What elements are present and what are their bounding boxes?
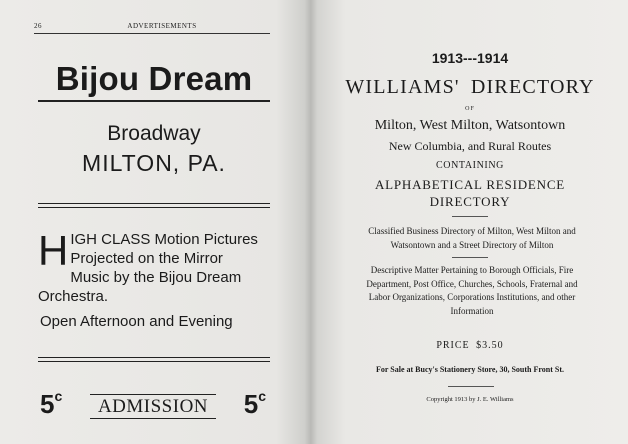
- hours-text: Open Afternoon and Evening: [40, 313, 233, 330]
- ad-body: [38, 227, 278, 306]
- page-number: 26: [34, 22, 42, 30]
- divider-double-rule: [38, 357, 270, 362]
- towns-text: Milton, West Milton, Watsontown: [374, 118, 566, 133]
- alphabetical-heading: [312, 176, 628, 210]
- running-header: [34, 22, 270, 30]
- price-right-cents: c: [258, 388, 266, 404]
- header-rule: [34, 33, 270, 34]
- for-sale-text: For Sale at Bucy's Stationery Store, 30, South Front St.: [375, 365, 564, 374]
- ad-line: Projected on the Mirror: [70, 250, 223, 267]
- ad-line: Orchestra.: [38, 288, 109, 305]
- right-page: [312, 0, 628, 444]
- left-page: [0, 0, 300, 444]
- title-rule: [38, 100, 270, 102]
- directory-title: WILLIAMS' DIRECTORY: [345, 76, 595, 98]
- price-text: PRICE $3.50: [436, 340, 504, 351]
- containing-text: CONTAINING: [436, 160, 504, 171]
- classified-text: Classified Business Directory of Milton, West Milton and Watsontown and a Street Directory of Milton: [368, 226, 576, 250]
- drop-cap: H: [38, 227, 69, 274]
- admission-row: [38, 388, 270, 424]
- price-left-cents: c: [54, 388, 63, 404]
- price-right-value: 5: [243, 389, 259, 419]
- short-rule: [452, 257, 488, 258]
- running-head-title: ADVERTISEMENTS: [127, 22, 197, 30]
- street-name: Broadway: [107, 122, 201, 145]
- directory-years: 1913---1914: [431, 50, 509, 66]
- short-rule: [448, 386, 494, 387]
- routes-text: New Columbia, and Rural Routes: [388, 139, 552, 153]
- ad-line: Music by the Bijou Dream: [70, 269, 242, 286]
- admission-label: ADMISSION: [90, 394, 216, 419]
- price-left: [40, 388, 62, 420]
- price-left-value: 5: [40, 389, 55, 419]
- descriptive-text: Descriptive Matter Pertaining to Borough Officials, Fire Department, Post Office, Churches, Schools, Fraternal and Labor Organizations, Corporations Institutions, and other Information: [366, 265, 578, 316]
- alpha-line: DIRECTORY: [429, 194, 511, 209]
- copyright-text: Copyright 1913 by J. E. Williams: [426, 396, 514, 403]
- divider-double-rule: [38, 203, 270, 208]
- price-right: [244, 388, 266, 420]
- business-name: Bijou Dream: [55, 60, 253, 97]
- ad-line: IGH CLASS Motion Pictures: [70, 231, 258, 248]
- city-name: MILTON, PA.: [82, 150, 226, 176]
- alpha-line: ALPHABETICAL RESIDENCE: [374, 177, 566, 192]
- of-text: OF: [465, 106, 475, 112]
- short-rule: [452, 216, 488, 217]
